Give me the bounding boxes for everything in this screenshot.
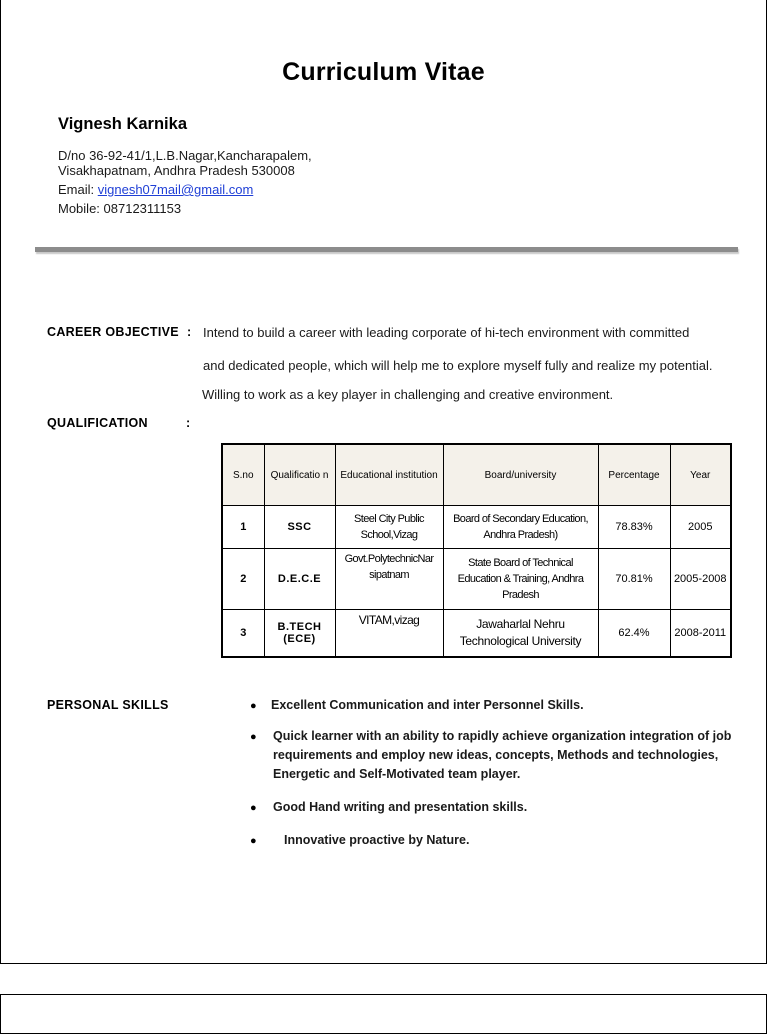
header-institution: Educational institution bbox=[335, 444, 443, 506]
table-row bbox=[222, 506, 731, 549]
row-institution: Steel City Public School,Vizag bbox=[335, 506, 443, 549]
skill-item: Good Hand writing and presentation skills. bbox=[273, 800, 528, 814]
skill-item: Innovative proactive by Nature. bbox=[284, 833, 470, 847]
row-percentage: 78.83% bbox=[598, 506, 670, 549]
row-qualification: B.TECH (ECE) bbox=[264, 610, 335, 657]
row-sno: 3 bbox=[222, 610, 264, 657]
candidate-name: Vignesh Karnika bbox=[58, 115, 187, 133]
career-objective-label: CAREER OBJECTIVE bbox=[47, 325, 179, 339]
row-year: 2005-2008 bbox=[670, 549, 731, 610]
row-qualification: SSC bbox=[264, 506, 335, 549]
bullet-icon: ● bbox=[250, 802, 257, 814]
row-year: 2008-2011 bbox=[670, 610, 731, 657]
bullet-icon: ● bbox=[250, 700, 257, 712]
header-percentage: Percentage bbox=[598, 444, 670, 506]
row-sno: 1 bbox=[222, 506, 264, 549]
header-sno: S.no bbox=[222, 444, 264, 506]
row-percentage: 62.4% bbox=[598, 610, 670, 657]
header-year: Year bbox=[670, 444, 731, 506]
row-percentage: 70.81% bbox=[598, 549, 670, 610]
email-label: Email: bbox=[58, 182, 98, 197]
bullet-icon: ● bbox=[250, 835, 257, 847]
row-board: Board of Secondary Education, Andhra Pradesh) bbox=[443, 506, 598, 549]
row-institution: VITAM,vizag bbox=[335, 610, 443, 657]
header-board: Board/university bbox=[443, 444, 598, 506]
row-sno: 2 bbox=[222, 549, 264, 610]
row-board: Jawaharlal Nehru Technological University bbox=[443, 610, 598, 657]
row-year: 2005 bbox=[670, 506, 731, 549]
email-link[interactable]: vignesh07mail@gmail.com bbox=[97, 182, 254, 197]
qualification-colon: : bbox=[186, 416, 191, 430]
qualification-label: QUALIFICATION bbox=[47, 416, 148, 430]
next-page-edge bbox=[0, 994, 767, 1034]
objective-line-2: and dedicated people, which will help me to explore myself fully and realize my potential. bbox=[203, 358, 713, 373]
skill-item: Quick learner with an ability to rapidly achieve organization integration of job requirements and employ new ideas, concepts, Methods and technologies, Energetic and Self-Motivated team player. bbox=[273, 729, 732, 781]
career-objective-colon: : bbox=[187, 325, 192, 339]
table-row bbox=[222, 610, 731, 657]
qualification-table bbox=[221, 443, 732, 658]
bullet-icon: ● bbox=[250, 731, 257, 743]
header-qualification: Qualificatio n bbox=[264, 444, 335, 506]
row-institution: Govt.PolytechnicNar sipatnam bbox=[335, 549, 443, 610]
objective-line-3: Willing to work as a key player in challenging and creative environment. bbox=[202, 387, 614, 402]
page-title: Curriculum Vitae bbox=[282, 58, 485, 86]
skill-item: Excellent Communication and inter Personnel Skills. bbox=[271, 698, 584, 712]
table-header-row bbox=[222, 444, 731, 506]
row-qualification: D.E.C.E bbox=[264, 549, 335, 610]
table-row bbox=[222, 549, 731, 610]
personal-skills-label: PERSONAL SKILLS bbox=[47, 698, 169, 712]
email-line bbox=[58, 182, 253, 197]
mobile-line: Mobile: 08712311153 bbox=[58, 201, 182, 216]
row-board: State Board of Technical Education & Training, Andhra Pradesh bbox=[443, 549, 598, 610]
objective-line-1: Intend to build a career with leading corporate of hi-tech environment with committed bbox=[203, 325, 690, 340]
address-line-2: Visakhapatnam, Andhra Pradesh 530008 bbox=[58, 163, 295, 178]
section-divider bbox=[35, 247, 738, 252]
address-line-1: D/no 36-92-41/1,L.B.Nagar,Kancharapalem, bbox=[58, 148, 312, 163]
